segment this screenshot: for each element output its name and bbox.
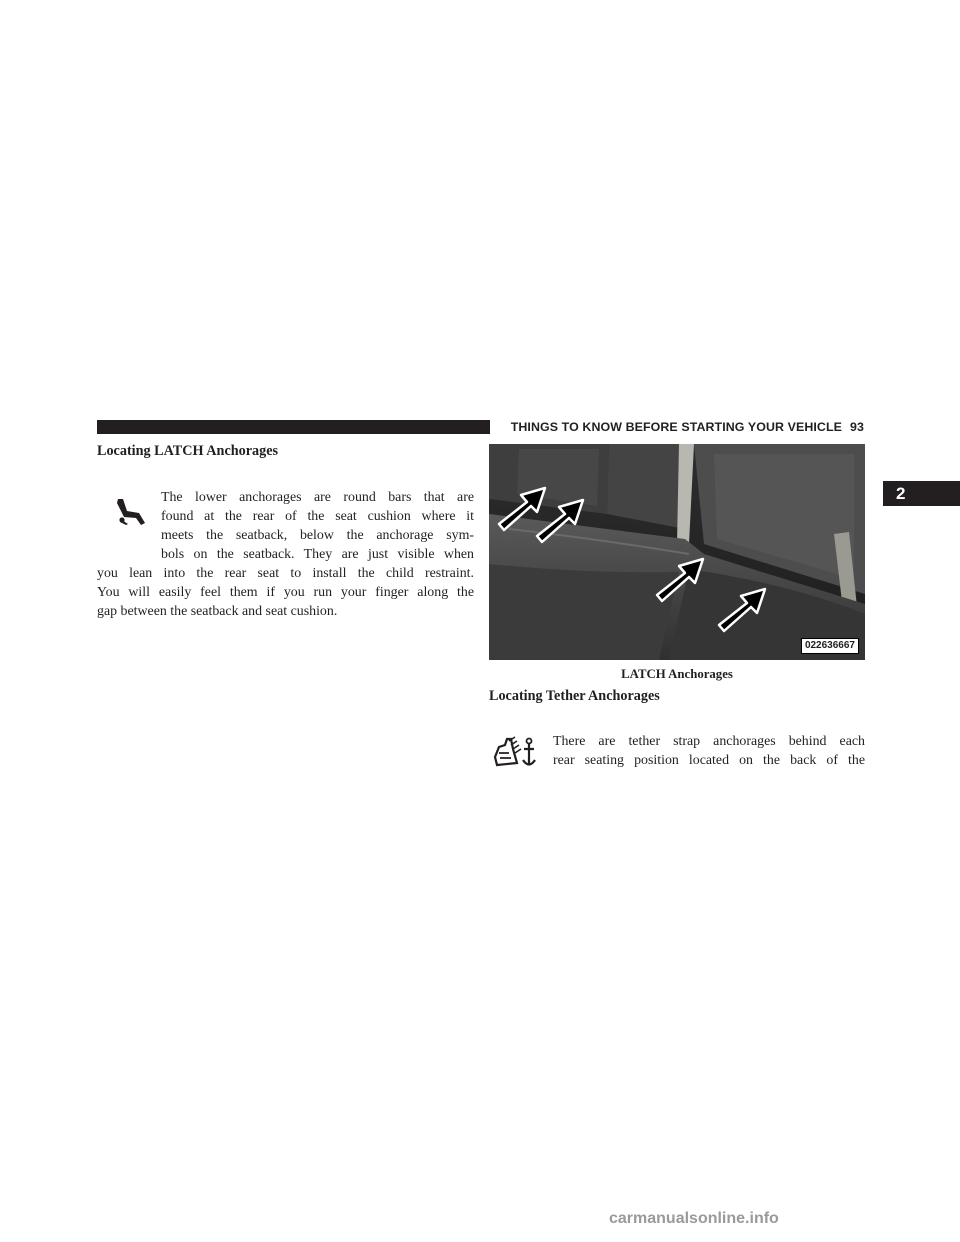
section-title: THINGS TO KNOW BEFORE STARTING YOUR VEHICLE [510,420,843,434]
figure-caption: LATCH Anchorages [621,667,733,681]
image-reference-code: 022636667 [801,638,859,654]
watermark: carmanualsonline.info [609,1210,779,1227]
chapter-tab: 2 [883,481,960,506]
heading-tether-anchorages: Locating Tether Anchorages [489,688,660,704]
body-text-line: found at the rear of the seat cushion where it [161,509,474,524]
header-rule [97,420,490,434]
body-text-line: There are tether strap anchorages behind each [553,734,865,749]
body-text-line: gap between the seatback and seat cushion. [97,604,338,619]
page-number: 93 [850,420,864,434]
child-seat-lower-anchorage-icon [112,497,148,527]
running-header [502,418,864,436]
heading-latch-anchorages: Locating LATCH Anchorages [97,443,279,459]
body-text-line: bols on the seatback. They are just visible when [161,547,474,562]
body-text-line: The lower anchorages are round bars that are [161,490,474,505]
child-seat-tether-anchorage-icon [491,735,541,775]
latch-anchorages-photo [489,444,865,660]
body-text-line: you lean into the rear seat to install the child restraint. [97,566,474,581]
body-text-line: meets the seatback, below the anchorage sym- [161,528,474,543]
body-text-line: You will easily feel them if you run your finger along the [97,585,474,600]
body-text-line: rear seating position located on the back of the [553,753,865,768]
